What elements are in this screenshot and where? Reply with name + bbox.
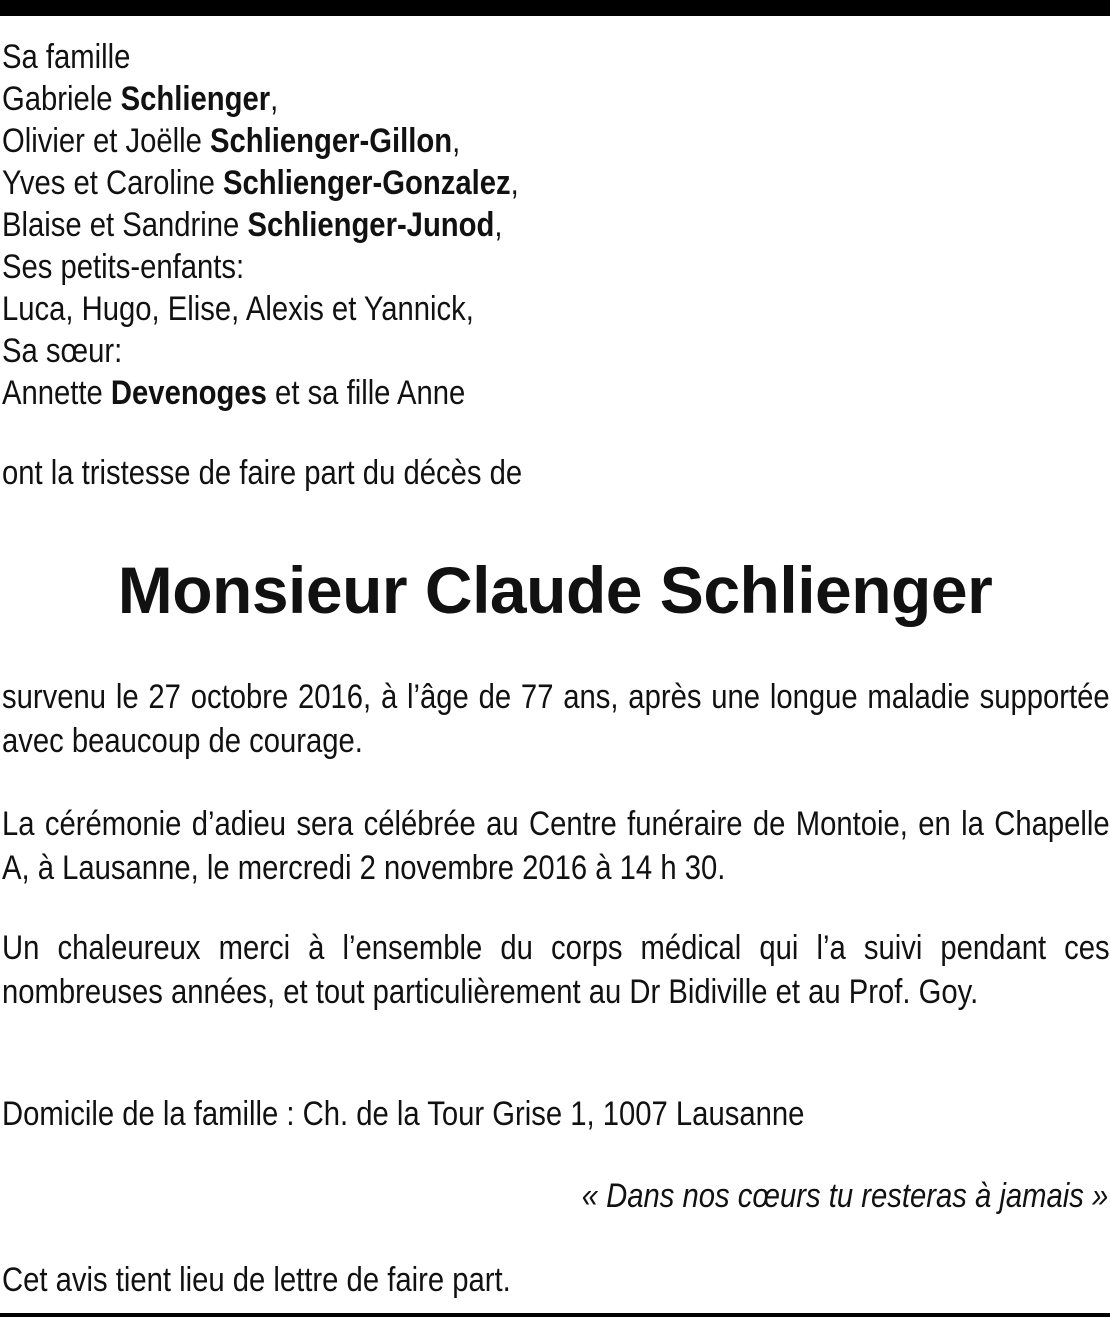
thanks-paragraph: Un chaleureux merci à l’ensemble du corps médical qui l’a suivi pendant ces nombreuses années, et tout particulièrement au Dr Bidiville et au Prof. Goy. bbox=[2, 929, 1110, 1011]
family-line-text: Annette bbox=[2, 374, 111, 412]
family-line-text: Luca, Hugo, Elise, Alexis et Yannick, bbox=[2, 290, 474, 328]
top-border-rule bbox=[0, 0, 1110, 16]
family-line bbox=[2, 288, 953, 330]
family-line bbox=[2, 330, 953, 372]
family-line-text: Blaise et Sandrine bbox=[2, 206, 248, 244]
family-list bbox=[2, 36, 953, 414]
family-surname: Schlienger-Gonzalez bbox=[223, 164, 511, 202]
family-line-text: Sa sœur: bbox=[2, 332, 123, 370]
family-line-suffix: , bbox=[270, 80, 279, 118]
bottom-border-rule bbox=[0, 1313, 1110, 1317]
ceremony-paragraph: La cérémonie d’adieu sera célébrée au Centre funéraire de Montoie, en la Chapelle A, à Lausanne, le mercredi 2 novembre 2016 à 14 h 30. bbox=[2, 805, 1110, 887]
family-line-text: Yves et Caroline bbox=[2, 164, 224, 202]
family-line bbox=[2, 162, 953, 204]
family-line-suffix: , bbox=[510, 164, 519, 202]
family-line-text: Gabriele bbox=[2, 80, 121, 118]
family-line-text: Sa famille bbox=[2, 38, 131, 76]
family-line bbox=[2, 204, 953, 246]
family-line bbox=[2, 36, 953, 78]
closing-note: Cet avis tient lieu de lettre de faire part. bbox=[2, 1261, 511, 1299]
family-address: Domicile de la famille : Ch. de la Tour Grise 1, 1007 Lausanne bbox=[2, 1095, 805, 1133]
deceased-name: Monsieur Claude Schlienger bbox=[117, 553, 993, 627]
family-surname: Schlienger-Junod bbox=[247, 206, 495, 244]
family-line-suffix: , bbox=[452, 122, 461, 160]
family-line-suffix: , bbox=[494, 206, 503, 244]
family-line bbox=[2, 372, 953, 414]
family-line bbox=[2, 78, 953, 120]
family-surname: Devenoges bbox=[110, 374, 267, 412]
family-surname: Schlienger-Gillon bbox=[210, 122, 453, 160]
death-paragraph: survenu le 27 octobre 2016, à l’âge de 77 ans, après une longue maladie supportée avec beaucoup de courage. bbox=[2, 678, 1110, 760]
family-line-suffix: et sa fille Anne bbox=[266, 374, 466, 412]
family-line bbox=[2, 246, 953, 288]
announcement-intro: ont la tristesse de faire part du décès de bbox=[2, 454, 523, 492]
memorial-quote: « Dans nos cœurs tu resteras à jamais » bbox=[581, 1177, 1108, 1215]
family-line-text: Ses petits-enfants: bbox=[2, 248, 245, 286]
family-surname: Schlienger bbox=[120, 80, 271, 118]
family-line bbox=[2, 120, 953, 162]
family-line-text: Olivier et Joëlle bbox=[2, 122, 211, 160]
